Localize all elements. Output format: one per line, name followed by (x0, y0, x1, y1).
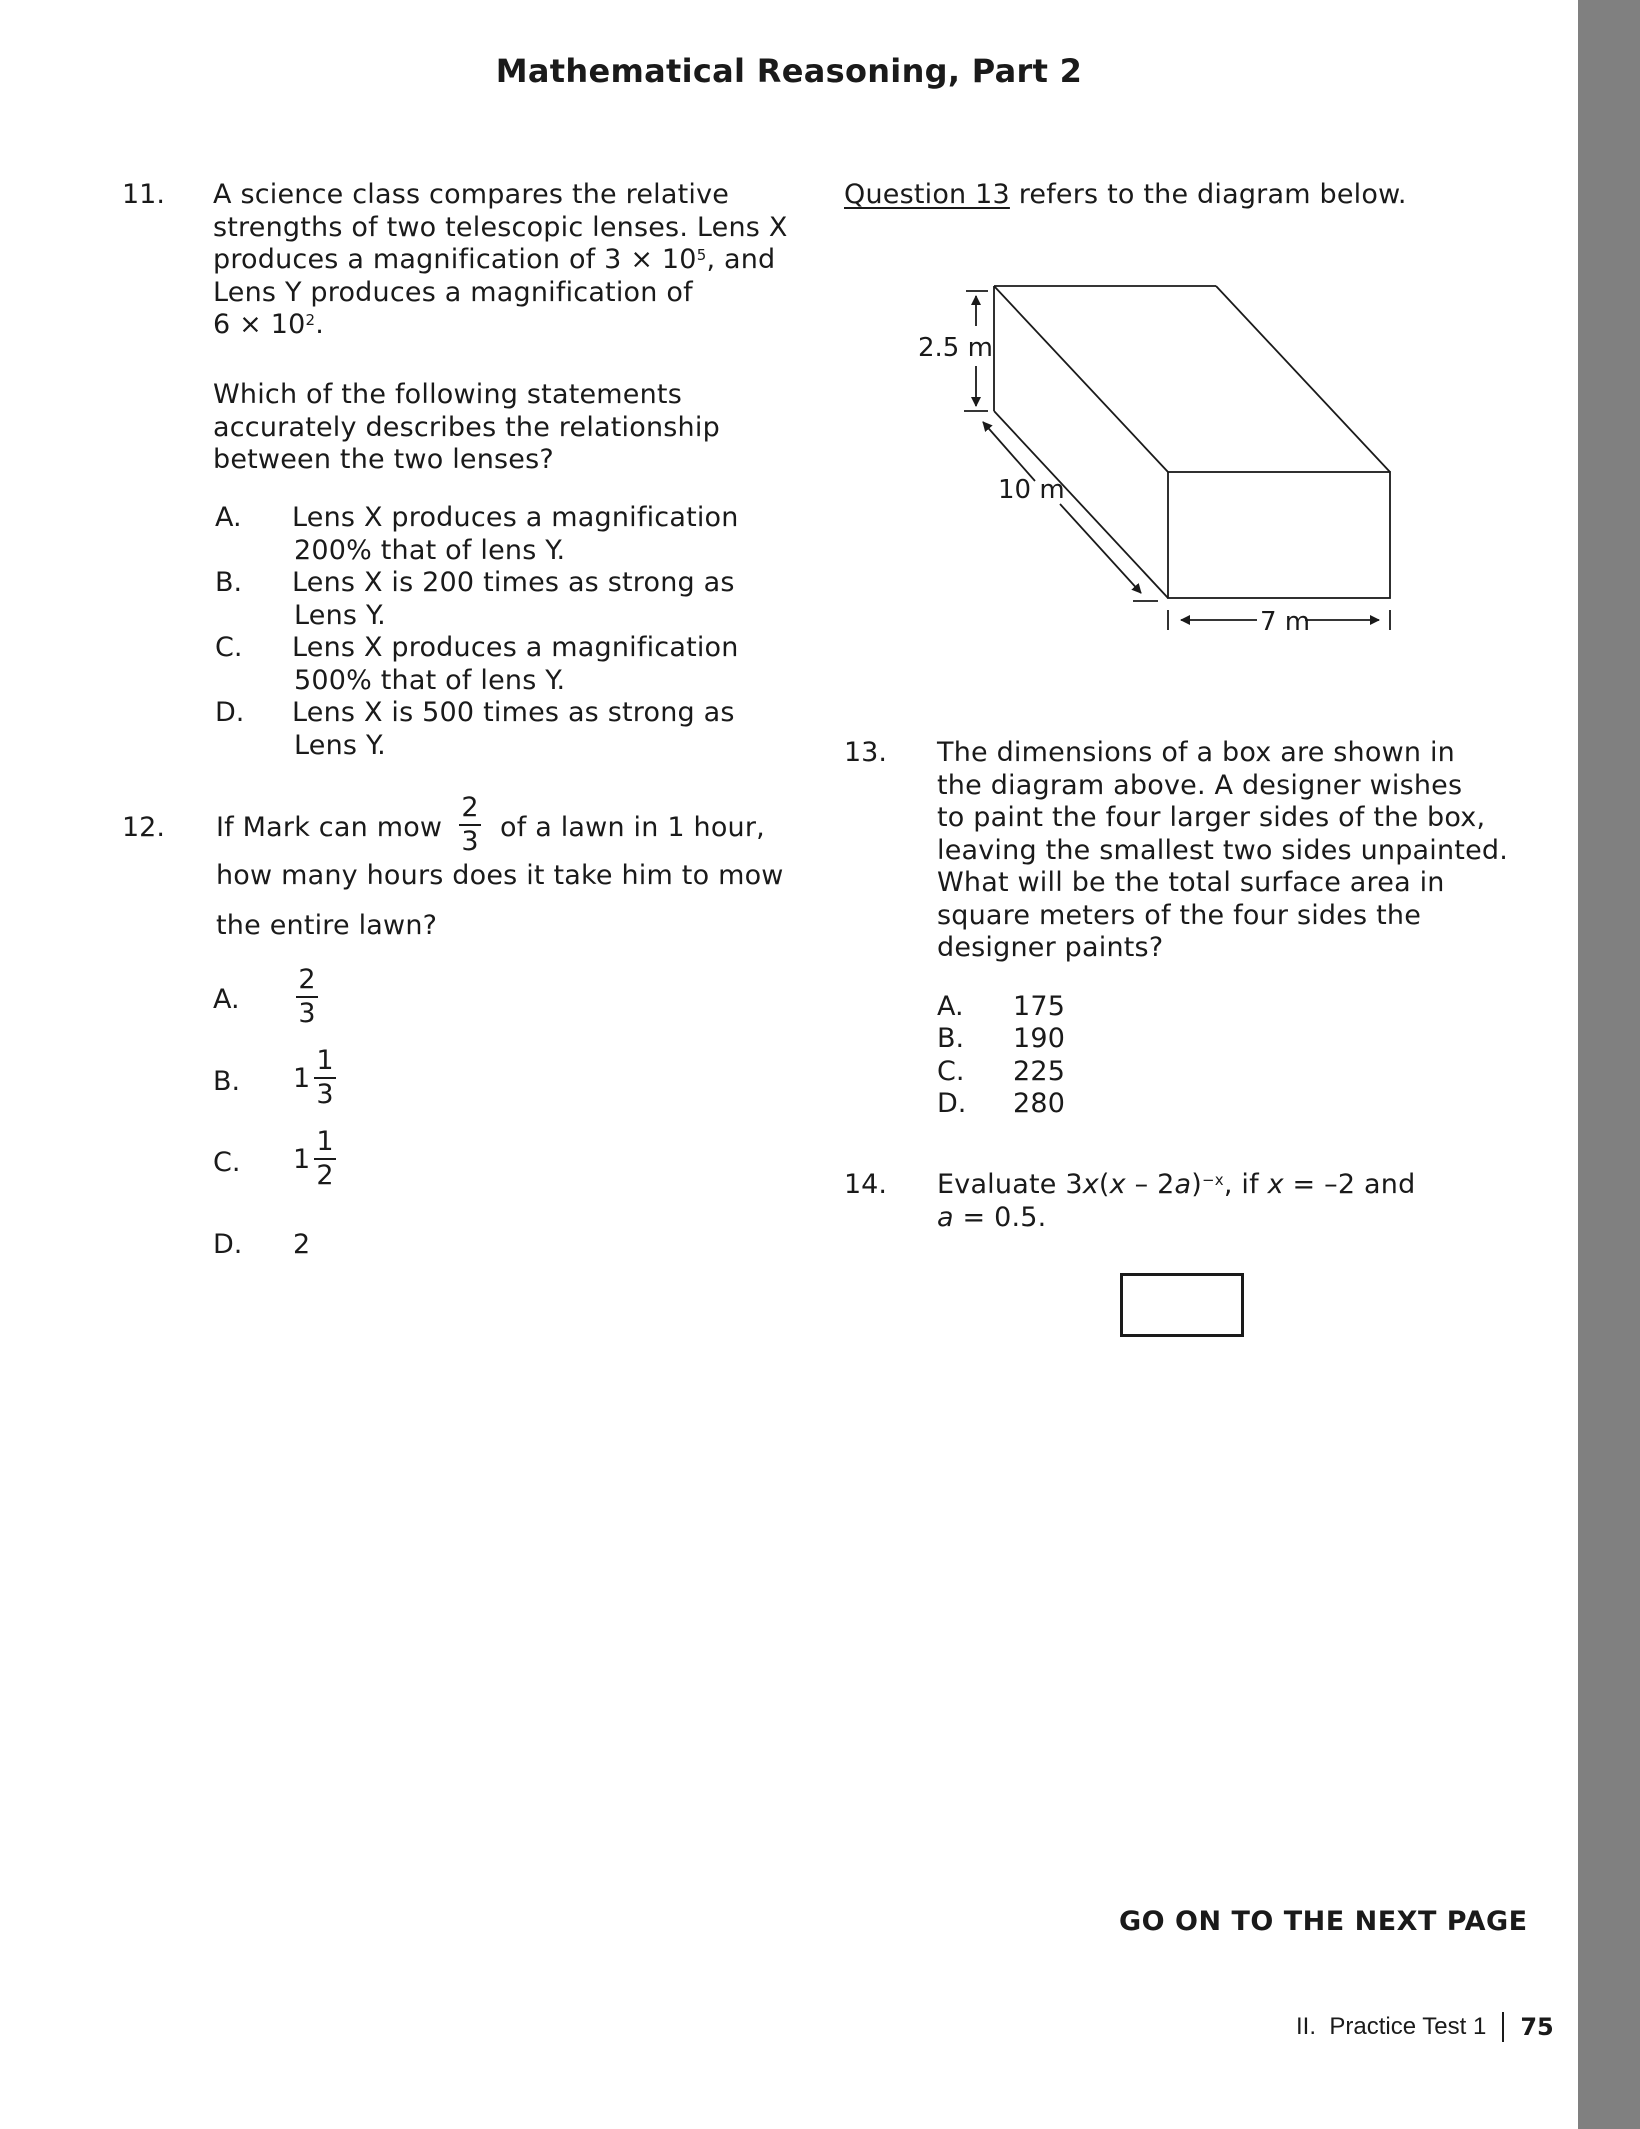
question-stem-line: What will be the total surface area in (937, 867, 1445, 898)
stem-text: ) (1191, 1169, 1202, 1200)
question-stem-text: If Mark can mow (216, 812, 443, 843)
question-prompt-line: Which of the following statements (213, 379, 682, 410)
mixed-number-whole: 1 (293, 1144, 311, 1175)
answer-entry-box[interactable] (1120, 1273, 1244, 1337)
box-outline (994, 286, 1390, 598)
fraction-denominator: 3 (316, 1079, 334, 1110)
mixed-number-whole: 1 (293, 1063, 311, 1094)
fraction (459, 794, 481, 856)
variable-x: x (1082, 1169, 1099, 1200)
option-text: Lens X produces a magnification (292, 502, 739, 533)
option-letter: A. (937, 991, 964, 1022)
fraction-numerator: 1 (316, 1126, 334, 1157)
option-text: 280 (1013, 1088, 1066, 1119)
option-letter: D. (215, 697, 245, 728)
fraction-numerator: 1 (316, 1045, 334, 1076)
question-stem-line: Lens Y produces a magnification of (213, 277, 693, 308)
fraction-denominator: 3 (461, 826, 479, 857)
question-stem-line: leaving the smallest two sides unpainted. (937, 835, 1509, 866)
box-front-face (1168, 472, 1390, 598)
page-edge-tab (1578, 0, 1640, 2129)
option-text: Lens X is 200 times as strong as (292, 567, 735, 598)
question-stem-text: of a lawn in 1 hour, (500, 812, 765, 843)
question-stem-line (937, 1168, 1415, 1201)
width-label: 7 m (1260, 607, 1311, 637)
footer-divider (1502, 2012, 1504, 2042)
variable-x: x (1109, 1169, 1126, 1200)
box-diagram (900, 260, 1460, 650)
option-text: 2 (293, 1229, 311, 1260)
exponent: 2 (305, 311, 316, 329)
box-edge-top-right (1216, 286, 1390, 472)
question-number: 13. (844, 737, 887, 768)
option-letter: B. (937, 1023, 965, 1054)
variable-a: a (937, 1202, 954, 1233)
question-stem-line: to paint the four larger sides of the box, (937, 802, 1486, 833)
fraction (314, 1047, 336, 1109)
page-footer (1296, 2012, 1554, 2042)
option-letter: B. (213, 1066, 241, 1097)
stem-text: , if (1223, 1169, 1268, 1200)
option-text: 200% that of lens Y. (294, 535, 566, 566)
option-letter: B. (215, 567, 243, 598)
stem-text: , and (706, 244, 776, 275)
box-edge-top-left (994, 286, 1168, 472)
reference-text: refers to the diagram below. (1009, 179, 1407, 210)
stem-text: 6 × 10 (213, 309, 306, 340)
option-letter: A. (215, 502, 242, 533)
question-number: 11. (122, 179, 165, 210)
question-prompt-line: accurately describes the relationship (213, 412, 720, 443)
option-letter: C. (215, 632, 243, 663)
length-label: 10 m (998, 475, 1065, 505)
exponent: −x (1201, 1171, 1224, 1189)
stem-text: . (315, 309, 325, 340)
page-number: 75 (1520, 2013, 1554, 2041)
option-text: Lens Y. (294, 730, 386, 761)
question-stem-line: designer paints? (937, 932, 1164, 963)
option-letter: D. (213, 1229, 243, 1260)
diagram-reference (844, 178, 1407, 211)
question-reference-link: Question 13 (844, 179, 1010, 210)
question-prompt-line: between the two lenses? (213, 444, 554, 475)
fraction-denominator: 2 (316, 1160, 334, 1191)
option-text: Lens X is 500 times as strong as (292, 697, 735, 728)
question-stem-line: A science class compares the relative (213, 179, 730, 210)
question-number: 14. (844, 1169, 887, 1200)
question-stem-text: how many hours does it take him to mow (216, 860, 784, 891)
option-letter: A. (213, 984, 240, 1015)
stem-text: produces a magnification of 3 × 10 (213, 244, 697, 275)
footer-section-label: II. Practice Test 1 (1296, 2013, 1487, 2040)
question-stem-line (213, 243, 775, 276)
variable-a: a (1174, 1169, 1192, 1200)
page-title: Mathematical Reasoning, Part 2 (495, 52, 1083, 90)
next-page-notice: GO ON TO THE NEXT PAGE (1119, 1906, 1528, 1937)
length-dimension (983, 422, 1158, 601)
question-stem-line: the diagram above. A designer wishes (937, 770, 1463, 801)
option-text: 190 (1013, 1023, 1066, 1054)
stem-text: = 0.5. (953, 1202, 1047, 1233)
variable-x: x (1267, 1169, 1284, 1200)
stem-text: ( (1098, 1169, 1110, 1200)
question-number: 12. (122, 812, 165, 843)
fraction (296, 966, 318, 1028)
option-letter: C. (213, 1147, 241, 1178)
option-text: 225 (1013, 1056, 1066, 1087)
height-label: 2.5 m (918, 333, 993, 363)
question-stem-line: The dimensions of a box are shown in (937, 737, 1455, 768)
fraction-numerator: 2 (461, 792, 479, 823)
fraction-denominator: 3 (298, 998, 316, 1029)
option-letter: C. (937, 1056, 965, 1087)
stem-text: Evaluate 3 (937, 1169, 1083, 1200)
option-text: Lens Y. (294, 600, 386, 631)
option-letter: D. (937, 1088, 967, 1119)
question-stem-text: the entire lawn? (216, 910, 438, 941)
stem-text: – 2 (1125, 1169, 1175, 1200)
question-stem-line: strengths of two telescopic lenses. Lens X (213, 212, 788, 243)
option-text: Lens X produces a magnification (292, 632, 739, 663)
question-stem-line: square meters of the four sides the (937, 900, 1422, 931)
stem-text: = –2 and (1283, 1169, 1416, 1200)
fraction-numerator: 2 (298, 964, 316, 995)
question-stem-line (213, 308, 324, 341)
question-stem-line (937, 1201, 1046, 1234)
option-text: 175 (1013, 991, 1066, 1022)
option-text: 500% that of lens Y. (294, 665, 566, 696)
exponent: 5 (696, 246, 707, 264)
fraction (314, 1128, 336, 1190)
